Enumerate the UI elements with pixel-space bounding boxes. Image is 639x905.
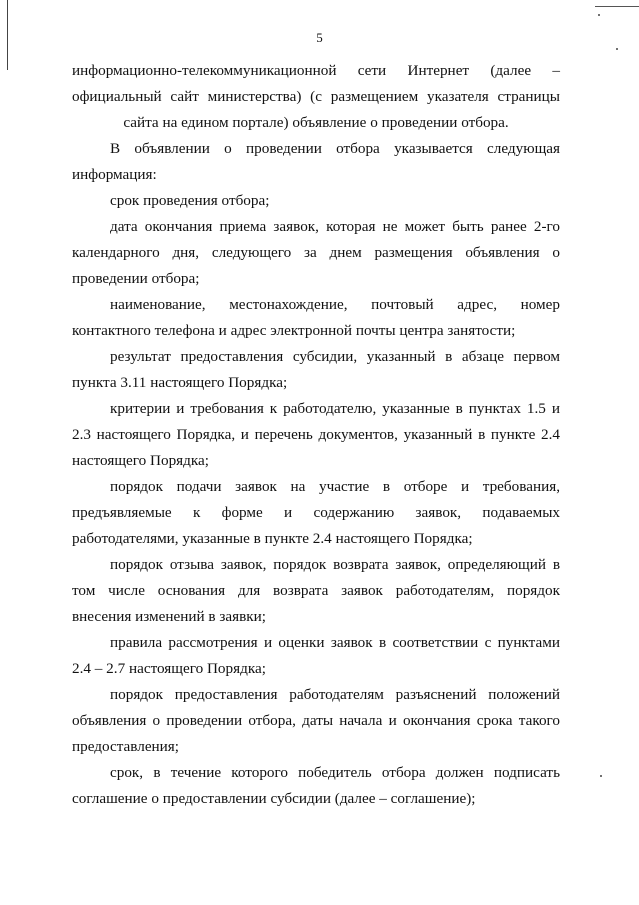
paragraph: порядок отзыва заявок, порядок возврата заявок, определяющий в том числе основания для возврата заявок работодателям, порядок внесения изменений в заявки; bbox=[72, 556, 560, 625]
paragraph: критерии и требования к работодателю, указанные в пунктах 1.5 и 2.3 настоящего Порядка, и перечень документов, указанный в пункте 2.4 настоящего Порядка; bbox=[72, 400, 560, 469]
scan-speck bbox=[616, 48, 618, 50]
paragraph: срок проведения отбора; bbox=[110, 192, 270, 209]
paragraph: дата окончания приема заявок, которая не может быть ранее 2-го календарного дня, следующего за днем размещения объявления о проведении отбора; bbox=[72, 218, 560, 287]
paragraph: информационно-телекоммуникационной сети Интернет (далее – официальный сайт министерства) (с размещением указателя страницы сайта на едином портале) объявление о проведении отбора. bbox=[72, 62, 560, 131]
paragraph: срок, в течение которого победитель отбора должен подписать соглашение о предоставлении субсидии (далее – соглашение); bbox=[72, 764, 560, 807]
paragraph: правила рассмотрения и оценки заявок в соответствии с пунктами 2.4 – 2.7 настоящего Порядка; bbox=[72, 634, 560, 677]
paragraph: В объявлении о проведении отбора указывается следующая информация: bbox=[72, 140, 560, 183]
scan-corner-mark bbox=[595, 0, 639, 7]
page-number: 5 bbox=[316, 30, 323, 45]
scan-speck bbox=[600, 775, 602, 777]
paragraph: результат предоставления субсидии, указанный в абзаце первом пункта 3.11 настоящего Порядка; bbox=[72, 348, 560, 391]
paragraph: порядок предоставления работодателям разъяснений положений объявления о проведении отбора, даты начала и окончания срока такого предоставления; bbox=[72, 686, 560, 755]
paragraph: наименование, местонахождение, почтовый адрес, номер контактного телефона и адрес электронной почты центра занятости; bbox=[72, 296, 560, 339]
paragraph: порядок подачи заявок на участие в отборе и требования, предъявляемые к форме и содержанию заявок, подаваемых работодателями, указанные в пункте 2.4 настоящего Порядка; bbox=[72, 478, 560, 547]
document-body bbox=[72, 58, 560, 812]
scan-speck bbox=[598, 14, 600, 16]
